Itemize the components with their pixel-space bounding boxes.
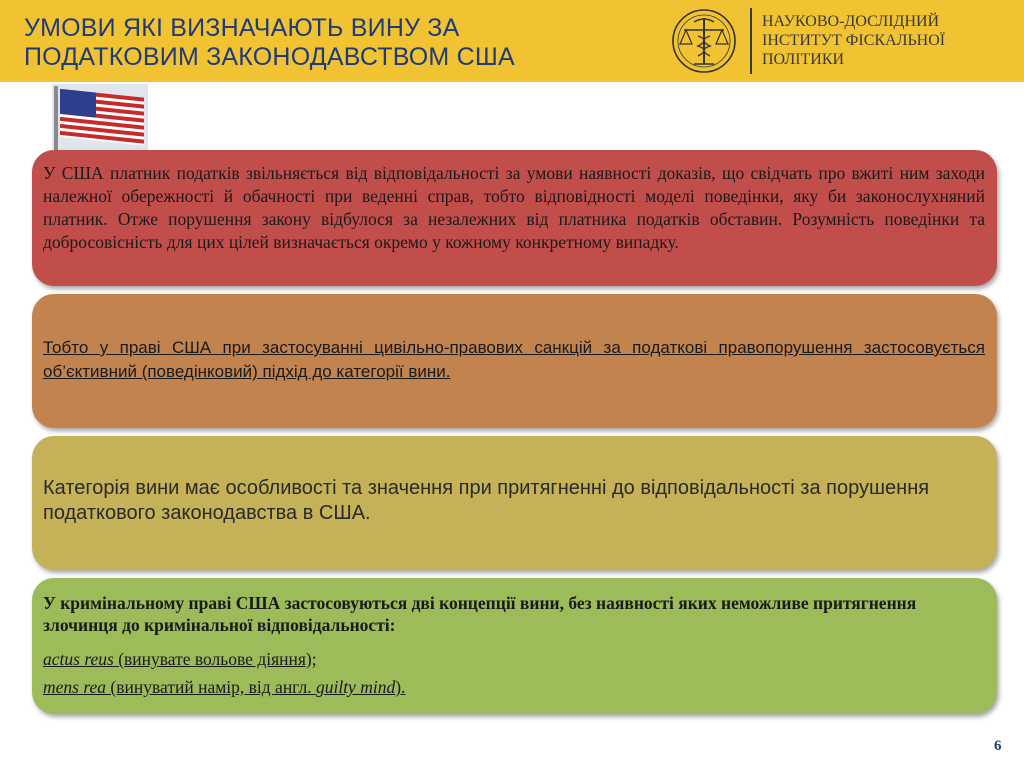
info-box-guilt-category-text: Категорія вини має особливості та значення при притягненні до відповідальності за порушення податкового законодавства в США.: [43, 477, 930, 524]
info-box-criminal-law: [32, 578, 997, 714]
usa-flag-icon: [52, 84, 148, 150]
info-box-objective-approach: [32, 294, 997, 428]
term-actus-reus: actus reus: [43, 649, 114, 669]
info-box-objective-approach-text: Тобто у праві США при застосуванні цивільно-правових санкцій за податкові правопорушення застосовується об’єктивний (поведінковий) підхід до категорії вини.: [43, 338, 985, 381]
term-mens-rea: mens rea: [43, 677, 107, 697]
info-box-guilt-category: [32, 436, 997, 570]
institute-line-3: ПОЛІТИКИ: [762, 51, 845, 68]
slide-title-line-2: ПОДАТКОВИМ ЗАКОНОДАВСТВОМ США: [24, 43, 515, 71]
scales-caduceus-emblem-icon: [668, 6, 740, 76]
institute-line-1: НАУКОВО-ДОСЛІДНИЙ: [762, 13, 940, 30]
concept-mens-rea: [43, 676, 985, 698]
info-box-liability-exemption: [32, 150, 997, 286]
concept-actus-reus: [43, 648, 985, 670]
header-divider: [750, 8, 752, 74]
page-number: 6: [994, 738, 1002, 754]
institute-name: [762, 12, 1012, 69]
header-bar: [0, 0, 1024, 82]
info-box-liability-exemption-text: У США платник податків звільняється від відповідальності за умови наявності доказів, що свідчать про вжиті ним заходи належної обережності й обачності при веденні справ, тобто відповідності моделі поведінки, яку би законослухняний платник. Отже порушення закону відбулося за незалежних від платника податків обставин. Розумність поведінки та добросовісність для цих цілей визначається окремо у кожному конкретному випадку.: [43, 163, 985, 252]
criminal-law-intro: У кримінальному праві США застосовуються дві концепції вини, без наявності яких неможливе притягнення злочинця до кримінальної відповідальності:: [43, 593, 917, 635]
slide-title-line-1: УМОВИ ЯКІ ВИЗНАЧАЮТЬ ВИНУ ЗА: [24, 14, 460, 42]
term-guilty-mind: guilty mind: [315, 677, 396, 697]
term-mens-rea-end: ).: [395, 677, 406, 697]
institute-line-2: ІНСТИТУТ ФІСКАЛЬНОЇ: [762, 32, 946, 49]
slide-title: [24, 14, 624, 72]
term-mens-rea-desc: (винуватий намір, від англ.: [106, 677, 316, 697]
term-actus-reus-desc: (винувате вольове діяння);: [113, 649, 317, 669]
